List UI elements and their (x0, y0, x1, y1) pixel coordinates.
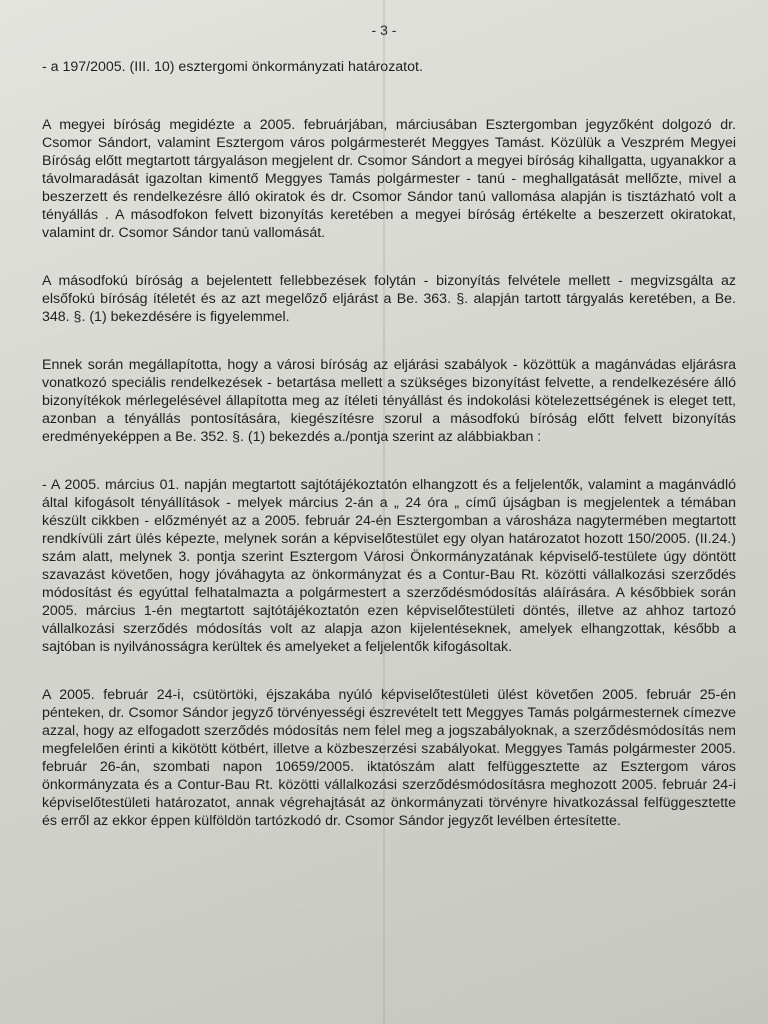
paragraph-press-conference: - A 2005. március 01. napján megtartott sajtótájékoztatón elhangzott és a feljelentők, valamint a magánvádló által kifogásolt tényállítások - melyek március 2-án a „ 24 óra „ című újságban is megjelentek a témában készült cikkben - előzményét az a 2005. február 24-én Esztergomban a városháza nagytermében megtartott rendkívüli zárt ülés képezte, melynek során a képviselőtestület egy olyan határozatot hozott 150/2005. (II.24.) szám alatt, melynek 3. pontja szerint Esztergom Városi Önkormányzatának képviselő-testülete úgy döntött szavazást követően, hogy jóváhagyta az önkormányzat és a Contur-Bau Rt. közötti vállalkozási szerződés módosítást és egyúttal felhatalmazta a polgármestert a szerződésmódosítás aláírására. A későbbiek során 2005. március 1-én megtartott sajtótájékoztatón ezen képviselőtestületi döntés, illetve az ahhoz tartozó vállalkozási szerződés módosítás volt az alapja azon kijelentéseknek, amelyek elhangzottak, később a sajtóban is nyilvánosságra kerültek és amelyeket a feljelentők kifogásoltak. (42, 477, 736, 655)
paragraph-witness-summons: A megyei bíróság megidézte a 2005. februárjában, márciusában Esztergomban jegyzőként dolgozó dr. Csomor Sándort, valamint Esztergom város polgármesterét Meggyes Tamást. Közülük a Veszprém Megyei Bíróság előtt megtartott tárgyaláson megjelent dr. Csomor Sándort a megyei bíróság kihallgatta, ugyanakkor a távolmaradását igazoltan kimentő Meggyes Tamás polgármester - tanú - meghallgatását mellőzte, mivel a beszerzett és rendelkezésre álló okiratok és dr. Csomor Sándor tanú vallomása alapján is tisztázható volt a tényállás . A másodfokon felvett bizonyítás keretében a megyei bíróság értékelte a beszerzett okiratokat, valamint dr. Csomor Sándor tanú vallomását. (42, 117, 736, 241)
page-number: - 3 - (371, 22, 397, 38)
document-body (42, 58, 736, 860)
paragraph-resolution-reference: - a 197/2005. (III. 10) esztergomi önkormányzati határozatot. (42, 59, 423, 75)
paragraph-suspension-of-resolution: A 2005. február 24-i, csütörtöki, éjszakába nyúló képviselőtestületi ülést követően 2005. február 25-én pénteken, dr. Csomor Sándor jegyző törvényességi észrevételt tett Meggyes Tamás polgármesternek címezve azzal, hogy az elfogadott szerződés módosítás nem felel meg a jogszabályoknak, a szerződésmódosítás nem megfelelően érinti a kikötött kötbért, illetve a közbeszerzési szabályokat. Meggyes Tamás polgármester 2005. február 26-án, szombati napon 10659/2005. iktatószám alatt felfüggesztette az Esztergom város önkormányzata és a Contur-Bau Rt. közötti vállalkozási szerződésmódosításra meghozott 2005. február 24-i képviselőtestületi határozatot, annak végrehajtását az önkormányzati törvényre hivatkozással felfüggesztette és erről az ekkor éppen külföldön tartózkodó dr. Csomor Sándor jegyzőt levélben értesítette. (42, 687, 736, 829)
paragraph-court-findings: Ennek során megállapította, hogy a városi bíróság az eljárási szabályok - közöttük a magánvádas eljárásra vonatkozó speciális rendelkezések - betartása mellett a szükséges bizonyítást felvette, a rendelkezésére álló bizonyítékok mérlegelésével állapította meg az ítéleti tényállást és indokolási kötelezettségének is eleget tett, azonban a tényállás pontosítására, kiegészítésre szorul a másodfokú bíróság előtt felvett bizonyítás eredményeképpen a Be. 352. §. (1) bekezdés a./pontja szerint az alábbiakban : (42, 357, 736, 445)
paragraph-appeal-review: A másodfokú bíróság a bejelentett fellebbezések folytán - bizonyítás felvétele mellett - megvizsgálta az elsőfokú bíróság ítéletét és az azt megelőző eljárást a Be. 363. §. alapján tartott tárgyalás keretében, a Be. 348. §. (1) bekezdésére is figyelemmel. (42, 273, 736, 325)
